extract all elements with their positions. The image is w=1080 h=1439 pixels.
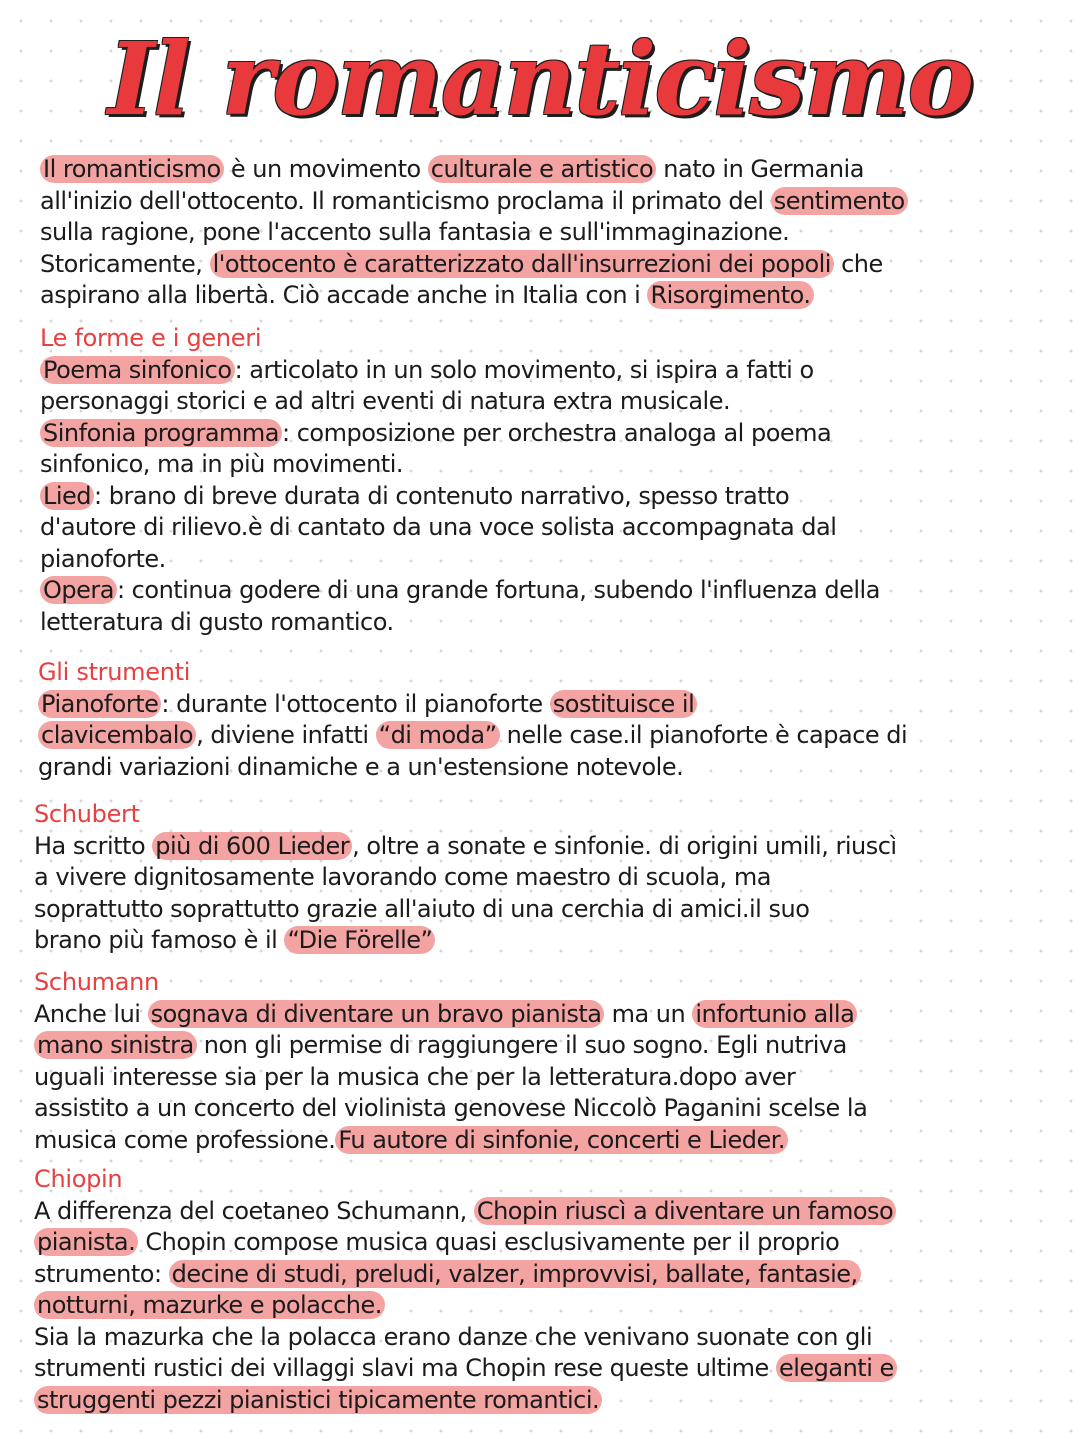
text-line	[40, 544, 1050, 576]
text-line	[34, 1196, 1044, 1228]
highlight: Risorgimento.	[647, 281, 813, 309]
text-line	[40, 449, 1050, 481]
strumenti-section	[38, 657, 1048, 783]
page-title: Il romanticismo	[107, 20, 973, 138]
text-line	[40, 186, 1050, 218]
text: strumento:	[34, 1259, 169, 1288]
text-line	[34, 925, 1044, 957]
text: Ha scritto	[34, 831, 153, 860]
text-line	[34, 1093, 1044, 1125]
text-line	[40, 154, 1050, 186]
text-line	[34, 1030, 1044, 1062]
highlight: clavicembalo	[38, 721, 196, 749]
highlight: Chopin riuscì a diventare un famoso	[474, 1197, 896, 1225]
highlight: sognava di diventare un bravo pianista	[148, 1000, 605, 1028]
text: aspirano alla libertà. Ciò accade anche in Italia con i	[40, 281, 648, 309]
text-line	[40, 386, 1050, 418]
text: all'inizio dell'ottocento. Il romanticismo proclama il primato del	[40, 186, 771, 215]
schumann-section	[34, 967, 1044, 1156]
text: : brano di breve durata di contenuto narrativo, spesso tratto	[94, 481, 790, 510]
highlight: Pianoforte	[38, 690, 161, 718]
highlight: Lied	[40, 482, 94, 510]
text-line	[34, 1062, 1044, 1094]
chopin-section	[34, 1164, 1044, 1416]
text: è un movimento	[223, 155, 428, 183]
text: musica come professione.	[34, 1125, 336, 1154]
text: non gli permise di raggiungere il suo sogno. Egli nutriva	[196, 1031, 847, 1059]
text-line	[40, 249, 1050, 281]
section-heading: Schubert	[34, 800, 140, 828]
text-line	[40, 355, 1050, 387]
text-line	[34, 999, 1044, 1031]
text: : articolato in un solo movimento, si ispira a fatti o	[234, 355, 814, 384]
text: sulla ragione, pone l'accento sulla fantasia e sull'immaginazione.	[40, 218, 790, 246]
text: Sia la mazurka che la polacca erano danze che venivano suonate con gli	[34, 1322, 873, 1351]
highlight: “Die Förelle”	[284, 926, 435, 954]
text: letteratura di gusto romantico.	[40, 607, 394, 636]
text: sinfonico, ma in più movimenti.	[40, 450, 403, 478]
text-line	[40, 575, 1050, 607]
highlight: sostituisce il	[550, 690, 698, 718]
text: personaggi storici e ad altri eventi di natura extra musicale.	[40, 387, 731, 415]
text-line	[40, 280, 1050, 312]
text: , diviene infatti	[196, 721, 376, 749]
text: uguali interesse sia per la musica che per la letteratura.dopo aver	[34, 1062, 796, 1091]
text: : durante l'ottocento il pianoforte	[161, 689, 550, 718]
section-heading: Schumann	[34, 968, 159, 996]
highlight: culturale e artistico	[428, 155, 656, 183]
section-heading: Le forme e i generi	[40, 324, 262, 352]
text: Chopin compose musica quasi esclusivamente per il proprio	[138, 1228, 840, 1256]
highlight: pianista.	[34, 1228, 138, 1256]
highlight: “di moda”	[376, 721, 500, 749]
highlight: mano sinistra	[34, 1031, 197, 1059]
text: A differenza del coetaneo Schumann,	[34, 1196, 474, 1225]
text: : composizione per orchestra analoga al poema	[282, 418, 832, 447]
highlight: l'ottocento è caratterizzato dall'insurrezioni dei popoli	[210, 250, 834, 278]
text: ma un	[604, 999, 693, 1028]
highlight: Opera	[40, 576, 117, 604]
text: soprattutto soprattutto grazie all'aiuto di una cerchia di amici.il suo	[34, 894, 810, 923]
text: nato in Germania	[656, 155, 864, 183]
highlight: Fu autore di sinfonie, concerti e Lieder.	[335, 1126, 788, 1154]
highlight: Sinfonia programma	[40, 419, 282, 447]
text-line	[38, 689, 1048, 721]
section-heading: Gli strumenti	[38, 658, 191, 686]
text-line	[38, 720, 1048, 752]
text: che	[833, 249, 883, 278]
text: , oltre a sonate e sinfonie. di origini umili, riuscì	[352, 831, 897, 860]
text-line	[34, 1290, 1044, 1322]
highlight: sentimento	[771, 187, 908, 215]
highlight: decine di studi, preludi, valzer, improvvisi, ballate, fantasie,	[169, 1260, 861, 1288]
highlight: Il romanticismo	[40, 155, 224, 183]
highlight: struggenti pezzi pianistici tipicamente romantici.	[34, 1386, 602, 1414]
schubert-section	[34, 799, 1044, 957]
text-line	[40, 512, 1050, 544]
highlight: più di 600 Lieder	[152, 832, 352, 860]
text: assistito a un concerto del violinista genovese Niccolò Paganini scelse la	[34, 1094, 868, 1122]
text: strumenti rustici dei villaggi slavi ma Chopin rese queste ultime	[34, 1354, 776, 1382]
text: d'autore di rilievo.è di cantato da una voce solista accompagnata dal	[40, 513, 837, 541]
text-line	[34, 1353, 1044, 1385]
forme-section	[40, 323, 1050, 638]
highlight: Poema sinfonico	[40, 356, 235, 384]
text-line	[34, 894, 1044, 926]
text: grandi variazioni dinamiche e a un'estensione notevole.	[38, 752, 684, 781]
text-line	[34, 1227, 1044, 1259]
text-line	[40, 217, 1050, 249]
text: : continua godere di una grande fortuna, subendo l'influenza della	[116, 576, 880, 604]
highlight: infortunio alla	[692, 1000, 857, 1028]
text-line	[40, 607, 1050, 639]
intro-section	[40, 154, 1050, 312]
text-line	[34, 1125, 1044, 1157]
text-line	[40, 481, 1050, 513]
text: a vivere dignitosamente lavorando come maestro di scuola, ma	[34, 863, 771, 891]
highlight: notturni, mazurke e polacche.	[34, 1291, 385, 1319]
text-line	[34, 1259, 1044, 1291]
text: Anche lui	[34, 999, 148, 1028]
highlight: eleganti e	[776, 1354, 897, 1382]
text-line	[40, 418, 1050, 450]
text-line	[34, 831, 1044, 863]
text-line	[34, 1385, 1044, 1417]
text-line	[38, 752, 1048, 784]
section-heading: Chiopin	[34, 1165, 123, 1193]
text: brano più famoso è il	[34, 926, 285, 954]
text: Storicamente,	[40, 249, 210, 278]
text: nelle case.il pianoforte è capace di	[499, 721, 908, 749]
text-line	[34, 862, 1044, 894]
text: pianoforte.	[40, 544, 166, 573]
text-line	[34, 1322, 1044, 1354]
